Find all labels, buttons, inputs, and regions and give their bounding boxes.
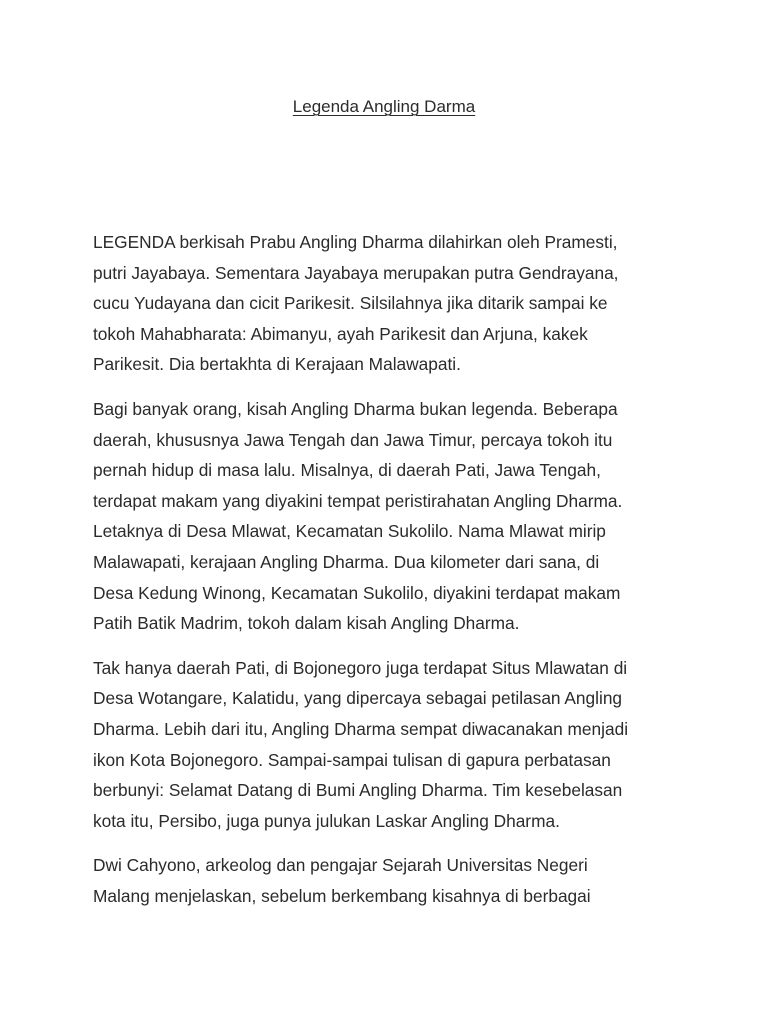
text-line: Dwi Cahyono, arkeolog dan pengajar Sejarah Universitas Negeri	[93, 855, 588, 876]
text-line: Malang menjelaskan, sebelum berkembang kisahnya di berbagai	[93, 885, 591, 906]
text-line: putri Jayabaya. Sementara Jayabaya merupakan putra Gendrayana,	[93, 262, 619, 283]
text-line: berbunyi: Selamat Datang di Bumi Angling Dharma. Tim kesebelasan	[93, 780, 623, 801]
text-line: Tak hanya daerah Pati, di Bojonegoro juga terdapat Situs Mlawatan di	[93, 657, 628, 678]
text-line: kota itu, Persibo, juga punya julukan Laskar Angling Dharma.	[93, 810, 560, 831]
text-line: Desa Kedung Winong, Kecamatan Sukolilo, diyakini terdapat makam	[93, 582, 621, 603]
text-line: daerah, khususnya Jawa Tengah dan Jawa Timur, percaya tokoh itu	[93, 429, 613, 450]
paragraph-4	[93, 850, 683, 911]
document-title: Legenda Angling Darma	[292, 97, 476, 116]
text-line: Dharma. Lebih dari itu, Angling Dharma sempat diwacanakan menjadi	[93, 718, 629, 739]
text-line: LEGENDA berkisah Prabu Angling Dharma dilahirkan oleh Pramesti,	[93, 232, 618, 252]
text-line: Bagi banyak orang, kisah Angling Dharma bukan legenda. Beberapa	[93, 398, 618, 419]
paragraph-3	[93, 653, 683, 837]
paragraph-1	[93, 227, 683, 380]
text-line: Letaknya di Desa Mlawat, Kecamatan Sukolilo. Nama Mlawat mirip	[93, 521, 606, 542]
text-line: cucu Yudayana dan cicit Parikesit. Silsilahnya jika ditarik sampai ke	[93, 293, 608, 314]
text-line: Patih Batik Madrim, tokoh dalam kisah Angling Dharma.	[93, 613, 520, 634]
text-line: Malawapati, kerajaan Angling Dharma. Dua kilometer dari sana, di	[93, 551, 600, 572]
text-line: Desa Wotangare, Kalatidu, yang dipercaya sebagai petilasan Angling	[93, 688, 623, 709]
text-line: terdapat makam yang diyakini tempat peristirahatan Angling Dharma.	[93, 490, 623, 511]
text-line: ikon Kota Bojonegoro. Sampai-sampai tulisan di gapura perbatasan	[93, 749, 611, 770]
text-line: tokoh Mahabharata: Abimanyu, ayah Parikesit dan Arjuna, kakek	[93, 323, 588, 344]
text-line: Parikesit. Dia bertakhta di Kerajaan Malawapati.	[93, 354, 461, 375]
document-body	[93, 227, 683, 925]
text-line: pernah hidup di masa lalu. Misalnya, di daerah Pati, Jawa Tengah,	[93, 460, 601, 481]
paragraph-2	[93, 394, 683, 639]
